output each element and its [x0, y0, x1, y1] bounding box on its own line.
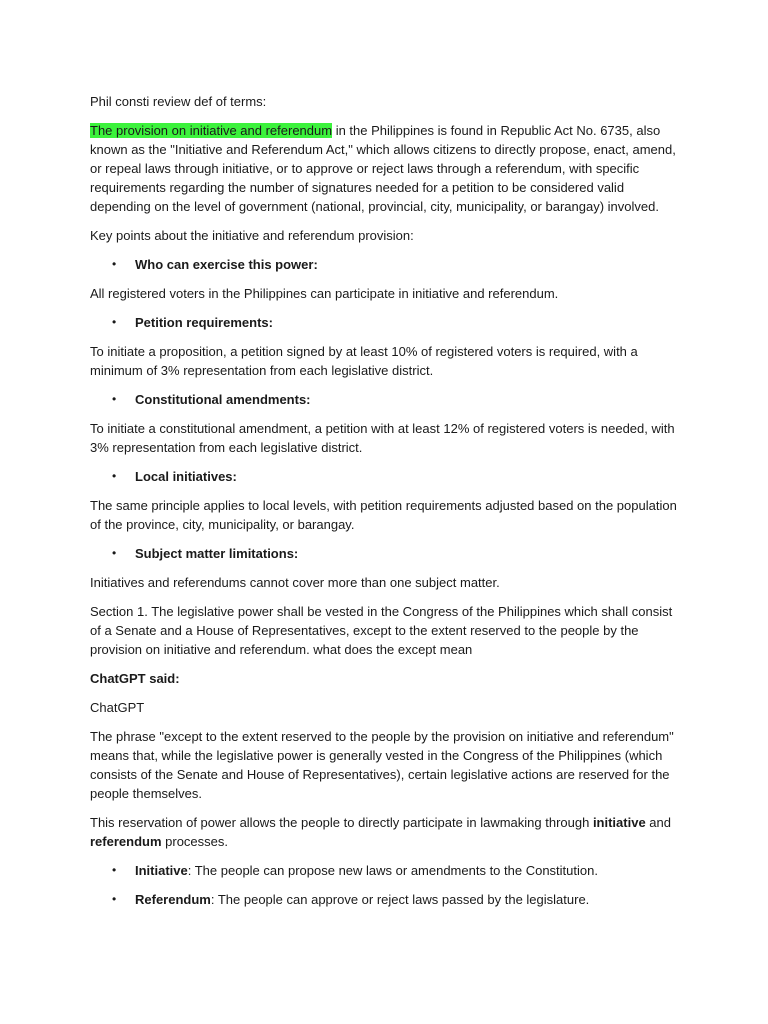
- section-1-question: Section 1. The legislative power shall be vested in the Congress of the Philippines which shall consist of a Senate and a House of Representatives, except to the extent reserved to the people by the provision on initiative and referendum. what does the except mean: [90, 604, 673, 657]
- key-point-text: To initiate a constitutional amendment, a petition with at least 12% of registered voters is needed, with 3% representation from each legislative district.: [90, 421, 675, 455]
- bullet-heading: Local initiatives:: [135, 469, 237, 484]
- intro-paragraph: [90, 121, 682, 216]
- bullet-item: [90, 544, 682, 563]
- answer-text: This reservation of power allows the people to directly participate in lawmaking through: [90, 815, 593, 830]
- bullet-item: [90, 467, 682, 486]
- highlighted-text: The provision on initiative and referendum: [90, 123, 333, 138]
- bullet-heading: Petition requirements:: [135, 315, 273, 330]
- answer-paragraph-2: [90, 813, 682, 851]
- bullet-item: [90, 313, 682, 332]
- chatgpt-said-label: [90, 669, 682, 688]
- key-point-text: The same principle applies to local levels, with petition requirements adjusted based on the population of the province, city, municipality, or barangay.: [90, 498, 677, 532]
- bullet-heading: Constitutional amendments:: [135, 392, 311, 407]
- document-title: Phil consti review def of terms:: [90, 94, 267, 109]
- answer-paragraph-1: The phrase "except to the extent reserved to the people by the provision on initiative and referendum" means that, while the legislative power is generally vested in the Congress of the Philippines (which consists of the Senate and House of Representatives), certain legislative actions are reserved for the people themselves.: [90, 729, 674, 801]
- definition-term: Referendum: [135, 892, 211, 907]
- bullet-heading: Subject matter limitations:: [135, 546, 299, 561]
- definition-text: : The people can propose new laws or amendments to the Constitution.: [187, 863, 598, 878]
- answer-text: and: [645, 815, 671, 830]
- chatgpt-label: ChatGPT: [90, 700, 145, 715]
- chatgpt-said-text: ChatGPT said:: [90, 671, 180, 686]
- definition-item: [90, 890, 682, 909]
- bullet-item: [90, 390, 682, 409]
- bullet-heading: Who can exercise this power:: [135, 257, 318, 272]
- intro-text: in the Philippines is found in Republic Act No. 6735, also known as the "Initiative and Referendum Act," which allows citizens to directly propose, enact, amend, or repeal laws through initiative, or to approve or reject laws through a referendum, with specific requirements regarding the number of signatures needed for a petition to be considered valid depending on the level of government (national, provincial, city, municipality, or barangay) involved.: [90, 123, 676, 214]
- definition-text: : The people can approve or reject laws passed by the legislature.: [210, 892, 590, 907]
- key-point-text: To initiate a proposition, a petition signed by at least 10% of registered voters is required, with a minimum of 3% representation from each legislative district.: [90, 344, 638, 378]
- answer-text: processes.: [161, 834, 229, 849]
- key-points-heading: Key points about the initiative and referendum provision:: [90, 228, 414, 243]
- key-point-text: Initiatives and referendums cannot cover more than one subject matter.: [90, 575, 500, 590]
- key-point-text: All registered voters in the Philippines can participate in initiative and referendum.: [90, 286, 559, 301]
- document-body: [90, 92, 682, 919]
- bullet-item: [90, 255, 682, 274]
- referendum-term: referendum: [90, 834, 162, 849]
- initiative-term: initiative: [592, 815, 646, 830]
- definition-term: Initiative: [135, 863, 188, 878]
- definition-item: [90, 861, 682, 880]
